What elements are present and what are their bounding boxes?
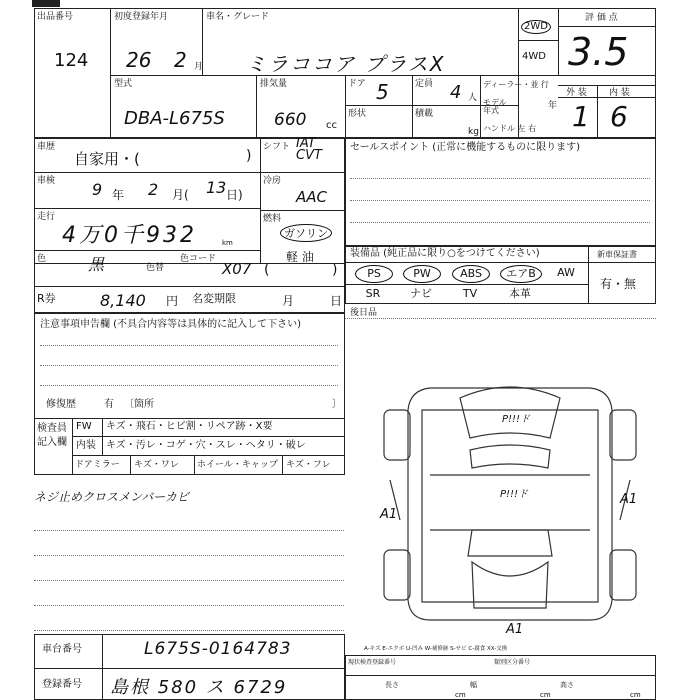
recycle-value: 8,140 (100, 291, 146, 310)
length-unit: cm (455, 691, 466, 699)
score-value: 3.5 (568, 30, 629, 74)
load-label: 積載 (415, 109, 434, 119)
drive-2wd: 2WD (521, 20, 551, 34)
warranty-value: 有・無 (600, 277, 637, 291)
damage-mark-center: P!!!ド (500, 489, 529, 500)
equip-label: 装備品 (純正品に限り○をつけてください) (350, 248, 540, 259)
name-change-label: 名変期限 (192, 292, 236, 305)
doors-value: 5 (376, 80, 389, 104)
fuel-gasoline: ガソリン (280, 224, 332, 242)
insp-day-unit: 日) (226, 188, 243, 202)
color-swap-label: 色替 (146, 263, 165, 273)
equip-abs: ABS (452, 265, 490, 283)
year-unit: 年 (548, 101, 558, 111)
warranty-label: 新車保証書 (597, 250, 637, 259)
sales-points (345, 138, 656, 246)
interior-head: 内装 (76, 440, 96, 451)
handwritten-note: ネジ止めクロスメンバーカビ (34, 490, 189, 504)
repair-location: 〔箇所 (124, 399, 154, 410)
history-close: ) (246, 148, 252, 164)
repair-label: 修復歴 (46, 399, 76, 410)
color-value: 黒 (88, 255, 105, 274)
color-code-label: 色コード (180, 254, 217, 264)
shape-label: 形状 (348, 109, 367, 119)
history-label: 車歴 (37, 142, 56, 152)
shift-label: シフト (263, 142, 291, 152)
equip-aw: AW (557, 266, 575, 279)
plate-value: 島根 580 ス 6729 (110, 677, 288, 698)
repair-close: 〕 (332, 399, 342, 410)
interior-value: 6 (610, 100, 628, 133)
mileage-label: 走行 (37, 212, 56, 222)
color-label: 色 (37, 254, 47, 264)
equip-leather: 本革 (509, 287, 531, 300)
equip-sr: SR (365, 287, 381, 300)
exterior-label: 外 装 (566, 88, 587, 98)
shift-value: IAT CVT (296, 136, 322, 163)
month-unit: 月 (194, 62, 204, 72)
door-mirror-options: キズ・ワレ (134, 460, 179, 470)
damage-mark-right: A1 (620, 492, 638, 507)
equip-navi: ナビ (410, 287, 432, 300)
fuel-paren-open: ( (264, 262, 270, 278)
legal-label: 現状検査登録番号 (348, 659, 397, 666)
checker-label-2: 記入欄 (37, 437, 67, 448)
fuel-label: 燃料 (263, 214, 282, 224)
equip-ps: PS (355, 265, 393, 283)
fw-head: FW (76, 421, 92, 432)
caution-label: 注意事項申告欄 (不具合内容等は具体的に記入して下さい) (40, 319, 301, 330)
model-value: DBA-L675S (124, 108, 225, 129)
header-tab-mark (32, 0, 60, 7)
model-label: 型式 (114, 79, 133, 89)
chassis-value: L675S-0164783 (144, 639, 292, 659)
width-unit: cm (540, 691, 551, 699)
exterior-value: 1 (572, 100, 590, 133)
equip-airbag: エアB (500, 265, 542, 283)
score-label: 評 価 点 (585, 13, 618, 23)
length-label: 長さ (385, 681, 399, 689)
nc-month: 月 (282, 294, 295, 308)
person-unit: 人 (468, 93, 478, 103)
insp-day: 13 (206, 178, 227, 197)
fw-options: キズ・飛石・ヒビ割・リペア跡・X要 (106, 421, 273, 432)
km-unit: km (222, 239, 233, 247)
damage-mark-left: A1 (380, 507, 398, 522)
insp-month-unit: 月( (172, 188, 189, 202)
fuel-paren-close: ) (332, 262, 338, 278)
car-name: ミラココア プラスX (246, 52, 446, 76)
equip-tv: TV (462, 287, 478, 300)
ac-label: 冷房 (263, 176, 282, 186)
damage-mark-bottom: A1 (506, 622, 524, 637)
checker-label-1: 検査員 (37, 423, 67, 434)
kg-unit: kg (468, 127, 479, 137)
repair-value: 有 (104, 399, 114, 410)
interior-options: キズ・汚レ・コゲ・穴・スレ・ヘタリ・破レ (106, 440, 306, 451)
ac-value: AAC (296, 188, 327, 206)
displacement-value: 660 (274, 110, 307, 130)
inspection-label: 車検 (37, 176, 56, 186)
car-name-label: 車名・グレード (206, 12, 270, 22)
height-label: 高さ (560, 681, 574, 689)
fuel-diesel: 軽 油 (286, 250, 314, 264)
drive-4wd: 4WD (522, 51, 546, 62)
nc-day: 日 (330, 294, 343, 308)
history-value: 自家用・( (74, 150, 140, 168)
class-label: 類別区分番号 (494, 659, 531, 666)
doors-label: ドア (348, 79, 366, 89)
yen-unit: 円 (166, 294, 179, 308)
model-year-label: モデル 年式 (483, 98, 507, 115)
capacity-label: 定員 (415, 79, 434, 89)
wheel-label: ホイール・キャップ (197, 460, 278, 470)
color-code-value: X07 (222, 260, 252, 278)
damage-mark-top: P!!!ド (502, 414, 531, 425)
insp-year: 9 (92, 180, 103, 199)
first-reg-year: 26 (126, 48, 152, 72)
lot-number: 124 (54, 50, 89, 71)
wheel-options: キズ・フレ (286, 460, 331, 470)
plate-label: 登録番号 (42, 679, 82, 690)
dealer-label: ディーラー・並 行 (483, 80, 549, 89)
door-mirror-label: ドアミラー (75, 460, 120, 470)
first-reg-month: 2 (174, 48, 187, 72)
mileage-value: 4万0千932 (62, 223, 197, 248)
sales-label: セールスポイント (正常に機能するものに限ります) (350, 142, 581, 153)
insp-month: 2 (148, 180, 159, 199)
equip-pw: PW (403, 265, 441, 283)
height-unit: cm (630, 691, 641, 699)
insp-year-unit: 年 (112, 188, 125, 202)
width-label: 幅 (470, 681, 477, 689)
displacement-label: 排気量 (260, 79, 288, 89)
aftermarket-label: 後日品 (350, 308, 378, 318)
cc-unit: cc (326, 120, 337, 131)
recycle-label: R券 (37, 292, 56, 305)
handle-label: ハンドル 左 右 (483, 124, 537, 133)
capacity-value: 4 (450, 82, 462, 103)
interior-label: 内 装 (609, 88, 630, 98)
damage-legend: A-キズ E-エクボ U-凹み W-補修跡 S-サビ C-腐食 XX-交換 (364, 646, 508, 652)
lot-label: 出品番号 (37, 12, 74, 22)
first-reg-label: 初度登録年月 (114, 12, 169, 22)
chassis-label: 車台番号 (42, 644, 82, 655)
